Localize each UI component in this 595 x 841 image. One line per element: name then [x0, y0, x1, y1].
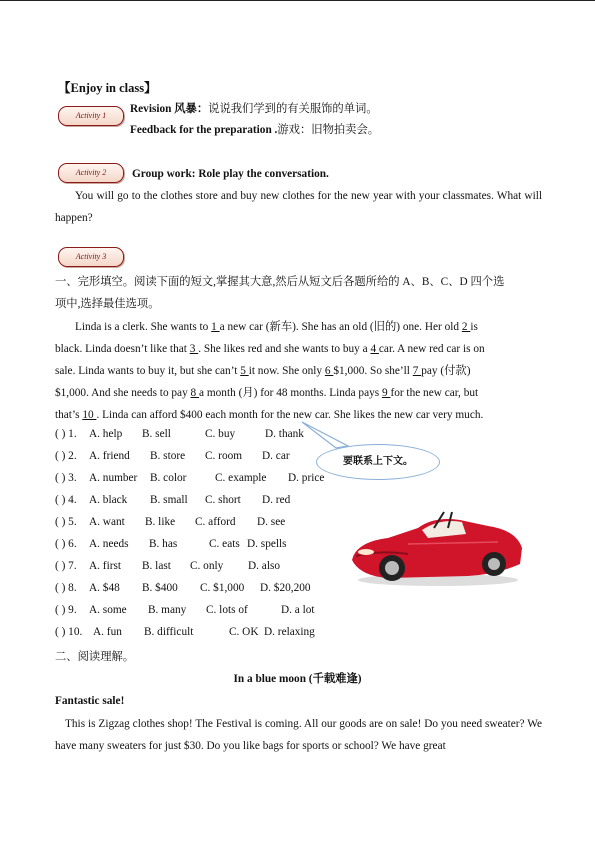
- option-b: B. many: [148, 604, 187, 616]
- passage-line-5: that’s 10 . Linda can afford $400 each month for the new car. She likes the new car very much.: [55, 409, 484, 421]
- option-d: D. red: [262, 494, 291, 506]
- part2-heading: 二、阅读理解。: [55, 651, 135, 663]
- question-number[interactable]: ( ) 4.: [55, 494, 77, 506]
- option-a: A. first: [89, 560, 122, 572]
- option-c: C. example: [215, 472, 267, 484]
- option-d: D. price: [288, 472, 325, 484]
- passage-line-4: $1,000. And she needs to pay 8 a month (月) for 48 months. Linda pays 9 for the new car, but: [55, 387, 479, 399]
- part1-instruction-line1: 一、完形填空。阅读下面的短文,掌握其大意,然后从短文后各题所给的 A、B、C、D 四个选: [55, 276, 505, 288]
- question-number[interactable]: ( ) 1.: [55, 428, 77, 440]
- option-b: B. $400: [142, 582, 178, 594]
- option-a: A. number: [89, 472, 138, 484]
- reading-title: In a blue moon (千载难逢): [233, 673, 362, 685]
- option-c: C. short: [205, 494, 241, 506]
- option-c: C. lots of: [206, 604, 248, 616]
- option-c: C. room: [205, 450, 243, 462]
- option-b: B. color: [150, 472, 187, 484]
- feedback-text: 游戏：旧物拍卖会。: [277, 124, 380, 136]
- passage-line-1: Linda is a clerk. She wants to 1 a new car (新车). She has an old (旧的) one. Her old 2 is: [75, 321, 478, 333]
- option-d: D. relaxing: [264, 626, 315, 638]
- blank-3: 3: [189, 343, 199, 355]
- activity-2-badge: Activity 2: [58, 163, 124, 183]
- blank-9: 9: [381, 387, 391, 399]
- blank-8: 8: [190, 387, 200, 399]
- blank-1: 1: [211, 321, 220, 333]
- option-a: A. fun: [93, 626, 122, 638]
- option-b: B. sell: [142, 428, 171, 440]
- option-a: A. friend: [89, 450, 130, 462]
- blank-2: 2: [461, 321, 471, 333]
- blank-5: 5: [240, 365, 249, 377]
- option-a: A. needs: [89, 538, 129, 550]
- option-c: C. afford: [195, 516, 236, 528]
- question-number[interactable]: ( ) 2.: [55, 450, 77, 462]
- option-d: D. also: [248, 560, 281, 572]
- option-d: D. spells: [247, 538, 287, 550]
- red-convertible-car-image: [348, 498, 526, 588]
- group-work-text: Group work: Role play the conversation.: [132, 168, 329, 180]
- option-c: C. buy: [205, 428, 236, 440]
- option-a: A. black: [89, 494, 128, 506]
- question-number[interactable]: ( ) 3.: [55, 472, 77, 484]
- option-a: A. some: [89, 604, 127, 616]
- option-a: A. help: [89, 428, 123, 440]
- part1-instruction-line2: 项中,选择最佳选项。: [55, 298, 160, 310]
- revision-text: 说说我们学到的有关服饰的单词。: [208, 103, 378, 115]
- option-b: B. difficult: [144, 626, 194, 638]
- option-d: D. car: [262, 450, 290, 462]
- option-d: D. $20,200: [260, 582, 311, 594]
- activity-3-badge: Activity 3: [58, 247, 124, 267]
- sale-heading: Fantastic sale!: [55, 695, 125, 707]
- feedback-label: Feedback for the preparation .: [130, 124, 278, 136]
- option-c: C. OK: [229, 626, 259, 638]
- revision-line: [130, 98, 378, 120]
- question-number[interactable]: ( ) 6.: [55, 538, 77, 550]
- blank-4: 4: [370, 343, 379, 355]
- option-b: B. like: [145, 516, 176, 528]
- section-title: 【Enjoy in class】: [58, 81, 157, 95]
- option-b: B. has: [149, 538, 178, 550]
- option-d: D. see: [257, 516, 286, 528]
- blank-7: 7: [412, 365, 422, 377]
- option-b: B. last: [142, 560, 171, 572]
- option-b: B. store: [150, 450, 186, 462]
- question-number[interactable]: ( ) 7.: [55, 560, 77, 572]
- feedback-line: [130, 119, 379, 141]
- revision-label: Revision 风暴：: [130, 103, 209, 115]
- intro-paragraph: You will go to the clothes store and buy new clothes for the new year with your classmates. What will happen?: [55, 190, 542, 224]
- sale-paragraph: This is Zigzag clothes shop! The Festival is coming. All our goods are on sale! Do you need sweater? We have many sweaters for just $30. Do you like bags for sports or school? We have great: [55, 718, 542, 752]
- question-number[interactable]: ( ) 8.: [55, 582, 77, 594]
- passage-line-2: black. Linda doesn’t like that 3 . She likes red and she wants to buy a 4 car. A new red car is on: [55, 343, 485, 355]
- question-number[interactable]: ( ) 9.: [55, 604, 77, 616]
- top-rule: [0, 0, 595, 1]
- option-d: D. a lot: [281, 604, 315, 616]
- question-number[interactable]: ( ) 5.: [55, 516, 77, 528]
- blank-6: 6: [324, 365, 334, 377]
- option-a: A. want: [89, 516, 125, 528]
- callout-bubble: 要联系上下文。: [316, 444, 440, 480]
- blank-10: 10: [82, 409, 97, 421]
- passage-line-3: sale. Linda wants to buy it, but she can’t 5 it now. She only 6 $1,000. So she’ll 7 pay (付款): [55, 365, 471, 377]
- option-a: A. $48: [89, 582, 120, 594]
- option-b: B. small: [150, 494, 188, 506]
- option-d: D. thank: [265, 428, 304, 440]
- question-number[interactable]: ( ) 10.: [55, 626, 83, 638]
- option-c: C. $1,000: [200, 582, 245, 594]
- activity-1-badge: Activity 1: [58, 106, 124, 126]
- option-c: C. eats: [209, 538, 240, 550]
- option-c: C. only: [190, 560, 224, 572]
